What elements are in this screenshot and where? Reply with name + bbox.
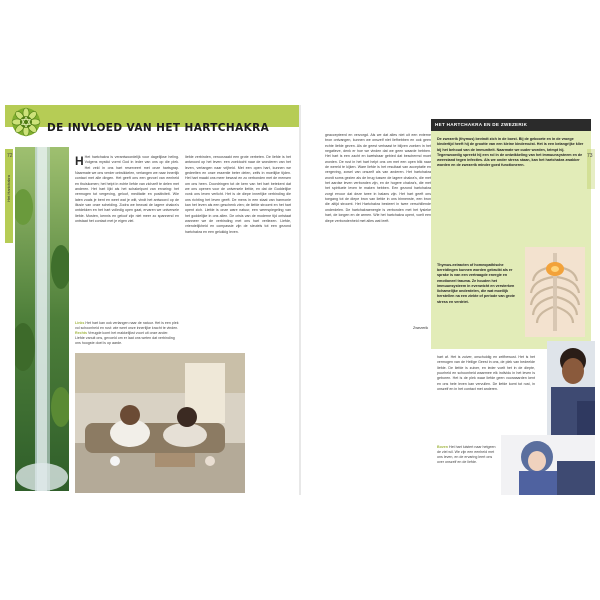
thymus-ribcage-illustration	[525, 247, 585, 337]
photo-caption	[75, 321, 179, 346]
drop-cap: H	[75, 154, 84, 168]
sidebar-paragraph: Thymus-extracten of homeopathische bereidingen kunnen worden gebruikt als er sprake is van een vertraagde energie en emotioneel trauma. Ze houden het immuunsysteem in evenwicht en versterken lichamelijke onderdelen, die wat moeilijk herstellen na een ziekte of periode van grote stress en verdriet.	[437, 262, 515, 304]
caption-text: Vreugde komt het makkelijkst voort uit onze ander. Liefde vanuit ons, gevoeld om er laat ons weten dat verbinding ons hoogste doel is op aarde.	[75, 331, 175, 345]
page-number: 73	[587, 153, 593, 159]
book-spread	[5, 105, 595, 495]
couple-photo	[75, 353, 245, 493]
body-column-2	[185, 155, 291, 235]
caption-text: Het hart luistert naar hetgeen de ziel wil. We zijn een eenheid met ons leven, en de ervaring leert ons over onszelf en de liefde.	[437, 445, 496, 464]
waterfall-photo	[15, 147, 69, 491]
caption-lead: Links	[75, 321, 85, 325]
caption-text: Het hart kan ook verlangen naar de natuur. Het is een plek vol schoonheid en rust: wie weet onze innerlijke kracht te vinden.	[75, 321, 179, 330]
sidebar-box	[431, 119, 591, 349]
right-page	[301, 105, 595, 495]
body-column-1	[75, 155, 179, 224]
sidebar-paragraph: De zwezerik (thymus) bevindt zich in de borst. Bij de geboorte en in de vroege kindertijd heeft hij de grootte van een kleine kindervuist. Het is een belangrijke klier bij het behoud van de immuniteit. Naarmate we ouder worden, krimpt hij. Tegenwoordig spreekt hij een rol in de ontwikkeling van het immuunsysteem en de weerstand tegen infecties. Als we onder stress staan, kan het hartchakra zwakker worden en de zwezerik minder goed functioneren.	[437, 137, 584, 168]
photo-caption	[437, 445, 497, 465]
sidebar-text	[437, 137, 585, 169]
body-text: liefde verbinden, veroorzaakt een grote verbeten. De liefde is het antwoord op het leven: een zoektocht naar de wonderen van het leven, verlangen naar vrijheid. Met een open hart, kunnen we gedeelten en onze essentie beter delen, zelfs in moeilijke tijden. Het hart maakt ons meer bewust en zo verbonden met de mensen om ons heen. Doordringen tot de kern van het hart betekent dat we ons openen voor de universele liefde, en dat de Goddelijke vonk ons leven verlicht. Het is de diepe innerlijke verbinding die ons richting het leven geeft. De mens in een staat van harmonie kan het leven als een geschenk zien; de liefde stroomt en het hart opent zich. Liefde is onze ware natuur, een weerspiegeling van het goddelijke in ons allen. De crisis van de moderne tijd ontstaat wanneer we de verbinding met ons hart verliezen. Liefde, vriendelijkheid en compassie zijn de sleutels tot een gezond hartchakra en een gelukkig leven.	[185, 155, 291, 234]
body-text: Het hartchakra is verantwoordelijk voor dagelijkse heling. Volgens mystici vormt God in ieder van ons op die plek. Het veld in ons hart reserveert met onze hartsgrap. Naarmate we ons verder ontwikkelen, verlangen we naar innerlijk contact met alle dingen. Het geeft ons een gevoel van eenheid en thuiskomen; het helpt in echte liefde van zichzelf te delen met anderen. Het hart lijkt als het schakelpunt van ervaring: het vermogen tot vergeving, geloof, meditatie en positiviteit. Wie laten zoals je bent en weet wat je wilt, vindt het antwoord op de illusie van onze scheiding. Zodra we bewust de lagere chakra's ontdekken en het hart volledig open gaat, ervaren we universele liefde. Mosten, kennis en geloof zijn niet meer zo spannend en ontstaat het contact met je eigen ziel.	[75, 155, 179, 224]
caption-lead: Boven	[437, 445, 448, 449]
running-side-label: Het Hartchakra	[6, 175, 11, 202]
heart-chakra-icon	[11, 107, 41, 137]
sidebar-heading: HET HARTCHAKRA EN DE ZWEZERIK	[431, 119, 591, 131]
left-page	[5, 105, 299, 495]
child-photo	[501, 435, 595, 495]
chapter-title: DE INVLOED VAN HET HARTCHAKRA	[47, 122, 270, 134]
body-text: hart af. Het is zuiver, onschuldig en zelfbewust. Het is het vermogen van de Heilige Geest in ons, de plek van bedeelde liefde. De liefde is zuiver, en ieder voelt het in de diepte, puurheid en schoonheid waarmee elk individu in het leven is geboren. Het is de plek waar liefde geen voorwaarden kent en ons hele leven kan vervullen. De liefde komt tot rust, in onszelf en in het contact met anderen.	[437, 355, 535, 392]
body-column-2	[437, 355, 535, 392]
caption-lead: Rechts	[75, 331, 87, 335]
figure-label: Zwezerik	[413, 326, 429, 330]
sidebar-text-narrow	[437, 259, 521, 309]
body-text: geaccepteerd en verzorgd. Als we dat alles niet uit een externe bron ontvangen, kunnen we onszelf niet liefhebben en ook geen echte liefde geven. Als de geest verbaast te blijven zoeken in het negatieve, denk er hoe we vinden dat we geen waarde hebben. Het hart is een zacht en kwetsbaar gebied dat beschermd moet worden. De rust in het hart helpt ons om met een open blik naar de wereld te kijken. Ware liefde is het resultaat van acceptatie en vergeving, zowel van onszelf als van anderen. Het hartchakra wordt soms gezien als de brug tussen de lagere chakra's, die met het aardse leven verbonden zijn, en de hogere chakra's, die met het spirituele leven te maken hebben. Een gezond hartchakra zorgt ervoor dat deze twee in balans zijn. Het hart geeft ons toegang tot de diepe bron van liefde in ons binnenste, een bron die altijd stroomt. Het Hartchakra besteert in twee verschillende onderdelen. De hartchakraenergie is verbonden met het fysieke hart, de longen en de armen. Wie het hartchakra opent, voelt een diepe verbondenheid met alles wat leeft.	[325, 133, 431, 223]
body-column-1	[325, 133, 431, 224]
page-number: 72	[7, 153, 13, 159]
